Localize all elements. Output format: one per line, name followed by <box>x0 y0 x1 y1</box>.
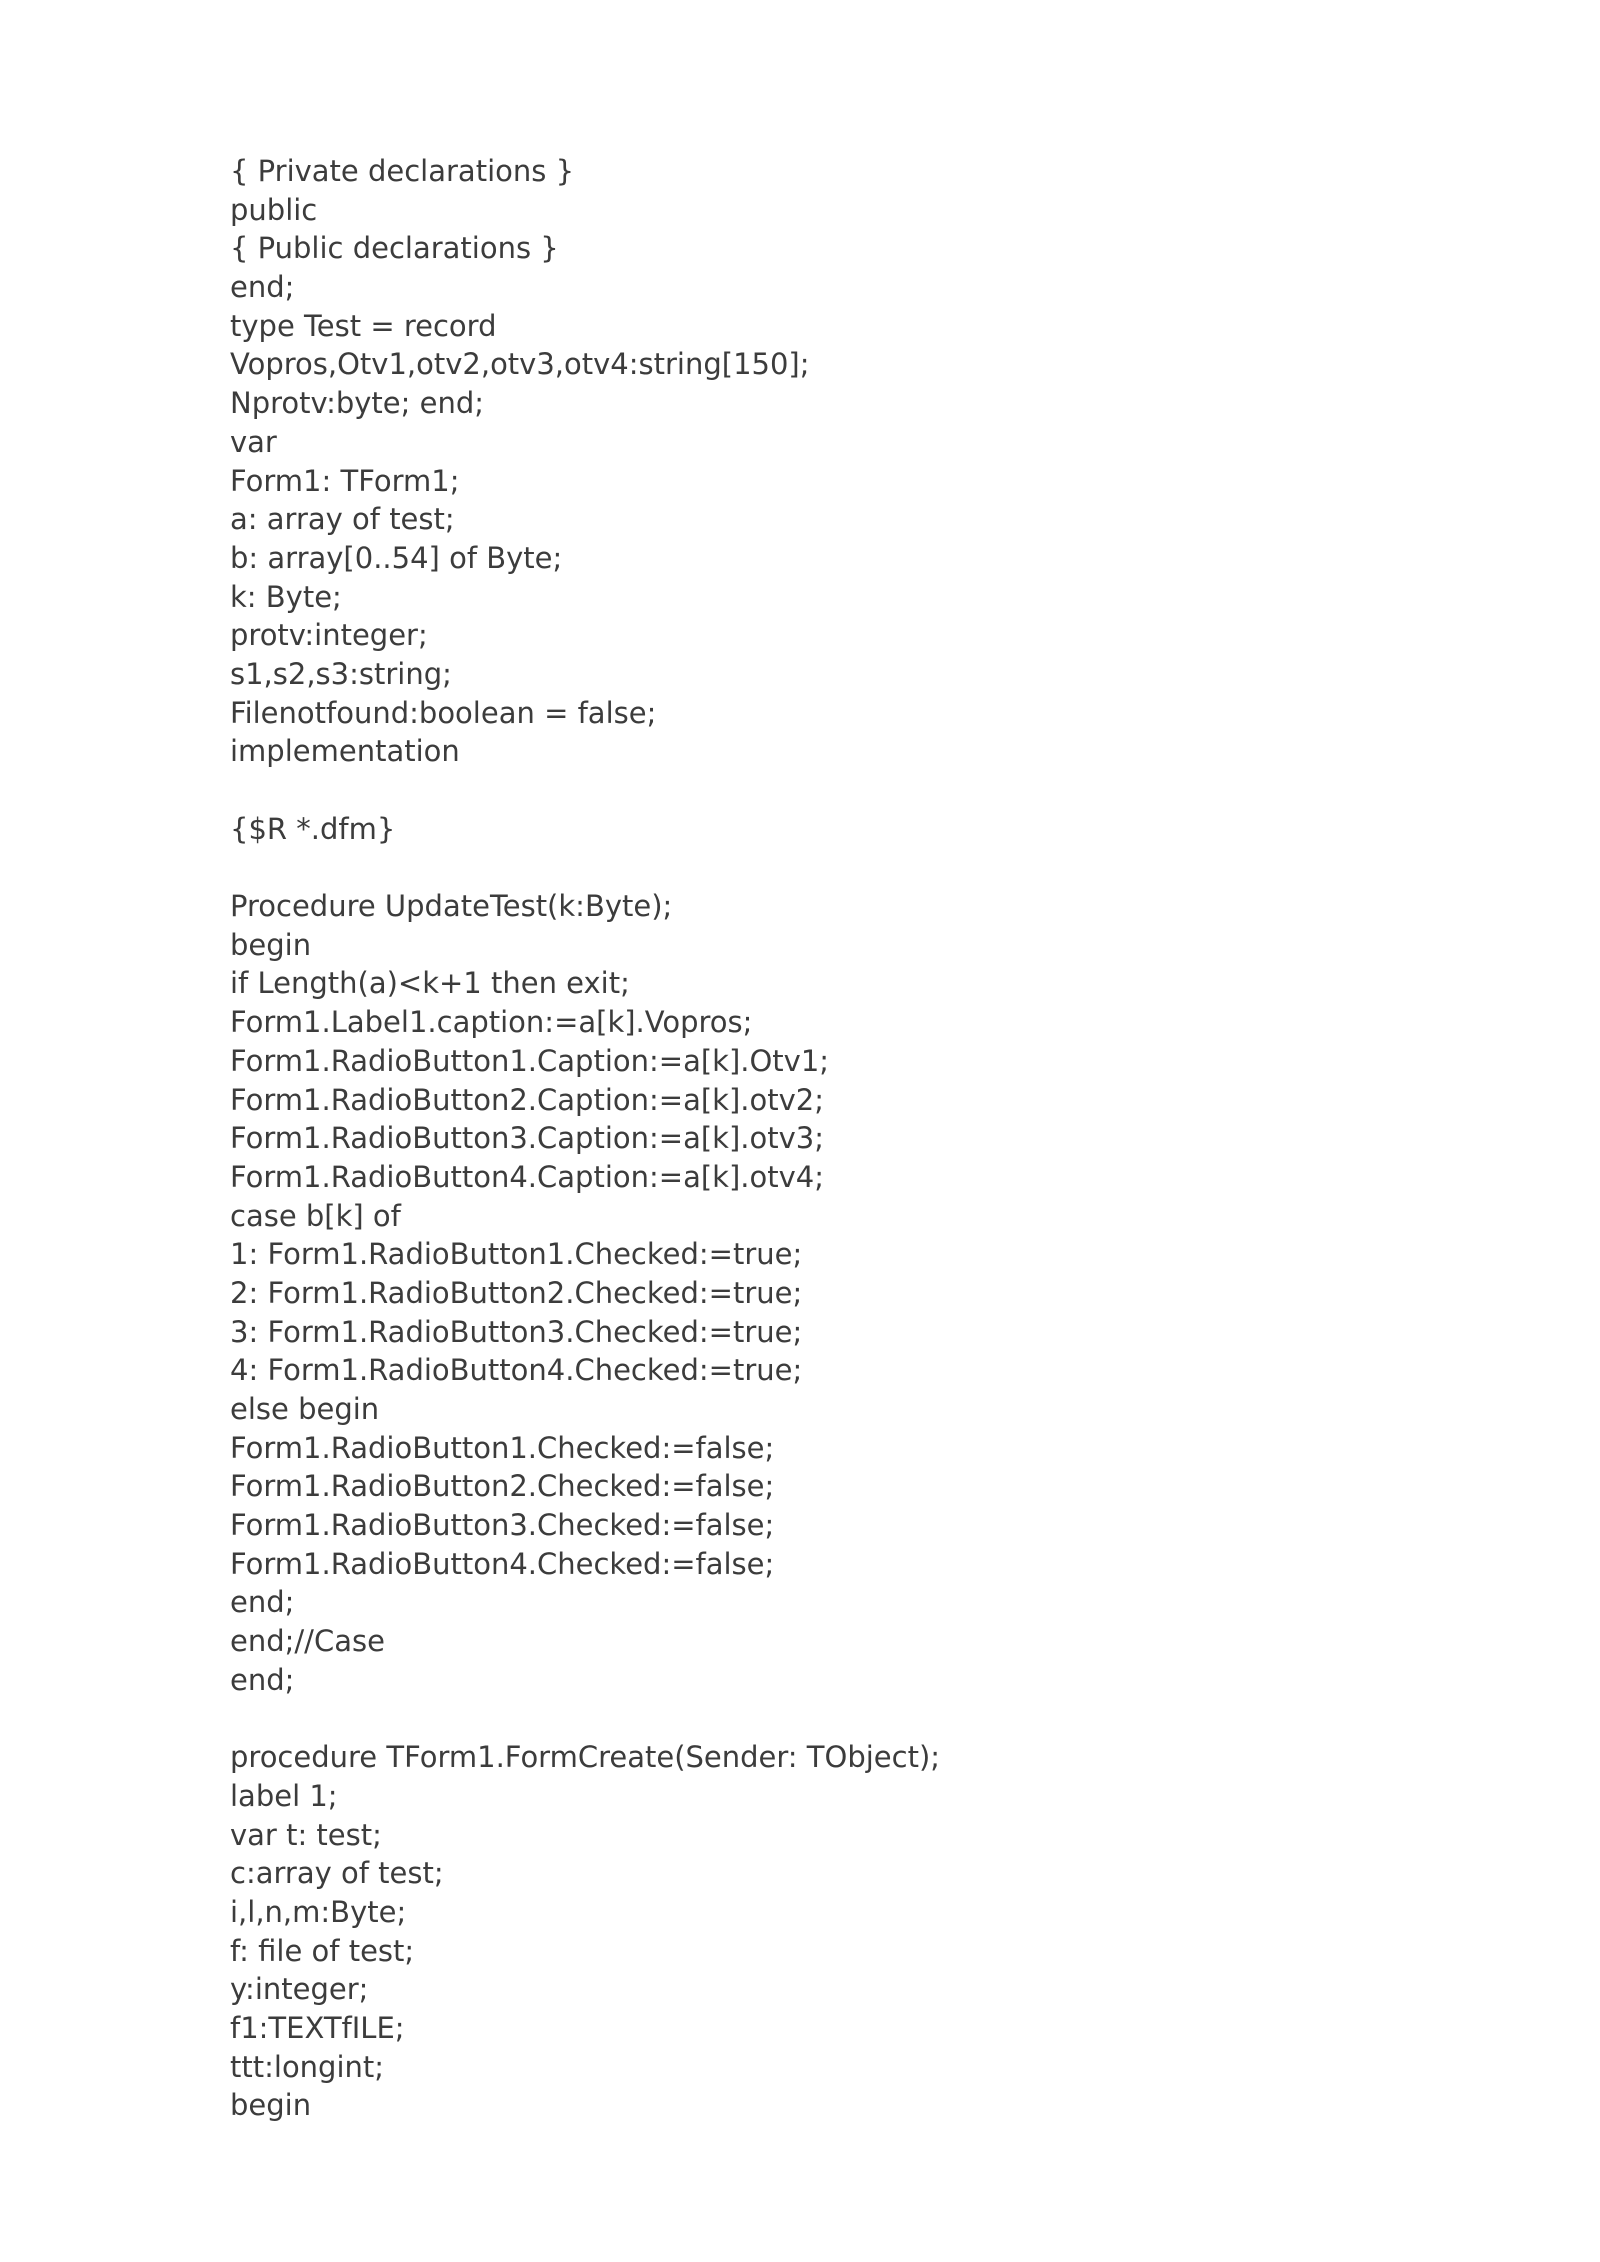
code-line: end; <box>230 1585 295 1620</box>
code-line: Form1.RadioButton4.Caption:=a[k].otv4; <box>230 1159 824 1194</box>
code-line: s1,s2,s3:string; <box>230 656 452 691</box>
code-line: Form1: TForm1; <box>230 463 460 498</box>
code-line: Form1.RadioButton2.Caption:=a[k].otv2; <box>230 1082 824 1117</box>
code-line: label 1; <box>230 1778 338 1813</box>
code-line: procedure TForm1.FormCreate(Sender: TObject); <box>230 1740 941 1775</box>
blank-line <box>230 848 1430 887</box>
code-line: end; <box>230 1662 295 1697</box>
code-line: Form1.RadioButton2.Checked:=false; <box>230 1469 775 1504</box>
code-line: { Public declarations } <box>230 231 559 266</box>
code-line: 2: Form1.RadioButton2.Checked:=true; <box>230 1275 803 1310</box>
code-line: c:array of test; <box>230 1856 444 1891</box>
blank-line <box>230 771 1430 810</box>
code-line: var <box>230 424 277 459</box>
code-line: 1: Form1.RadioButton1.Checked:=true; <box>230 1237 803 1272</box>
code-line: b: array[0..54] of Byte; <box>230 540 563 575</box>
code-line: k: Byte; <box>230 579 342 614</box>
code-line: Nprotv:byte; end; <box>230 386 485 421</box>
code-line: Form1.RadioButton1.Checked:=false; <box>230 1430 775 1465</box>
code-line: case b[k] of <box>230 1198 401 1233</box>
code-line: f: file of test; <box>230 1933 415 1968</box>
code-line: implementation <box>230 734 460 769</box>
code-line: Vopros,Otv1,otv2,otv3,otv4:string[150]; <box>230 347 810 382</box>
code-line: if Length(a)<k+1 then exit; <box>230 966 630 1001</box>
code-line: public <box>230 192 318 227</box>
code-listing <box>230 152 1430 2125</box>
code-line: a: array of test; <box>230 502 455 537</box>
code-line: Procedure UpdateTest(k:Byte); <box>230 889 673 924</box>
code-line: Form1.RadioButton3.Caption:=a[k].otv3; <box>230 1121 824 1156</box>
blank-line <box>230 1700 1430 1739</box>
code-line: var t: test; <box>230 1817 382 1852</box>
code-line: Form1.RadioButton3.Checked:=false; <box>230 1508 775 1543</box>
code-line: begin <box>230 2088 312 2123</box>
code-line: else begin <box>230 1392 380 1426</box>
code-line: f1:TEXTfILE; <box>230 2011 405 2045</box>
code-line: Form1.RadioButton1.Caption:=a[k].Otv1; <box>230 1043 830 1078</box>
code-line: Form1.Label1.caption:=a[k].Vopros; <box>230 1005 753 1040</box>
code-line: Filenotfound:boolean = false; <box>230 695 657 730</box>
code-line: protv:integer; <box>230 618 428 653</box>
code-line: Form1.RadioButton4.Checked:=false; <box>230 1546 775 1581</box>
code-line: 4: Form1.RadioButton4.Checked:=true; <box>230 1353 803 1388</box>
code-line: y:integer; <box>230 1972 369 2007</box>
code-line: begin <box>230 927 312 962</box>
code-line: {$R *.dfm} <box>230 811 396 846</box>
code-line: ttt:longint; <box>230 2049 385 2084</box>
code-line: end; <box>230 270 295 305</box>
code-line: type Test = record <box>230 308 497 343</box>
code-line: 3: Form1.RadioButton3.Checked:=true; <box>230 1314 803 1349</box>
code-line: i,l,n,m:Byte; <box>230 1894 407 1929</box>
code-line: { Private declarations } <box>230 154 575 188</box>
code-line: end;//Case <box>230 1624 385 1659</box>
